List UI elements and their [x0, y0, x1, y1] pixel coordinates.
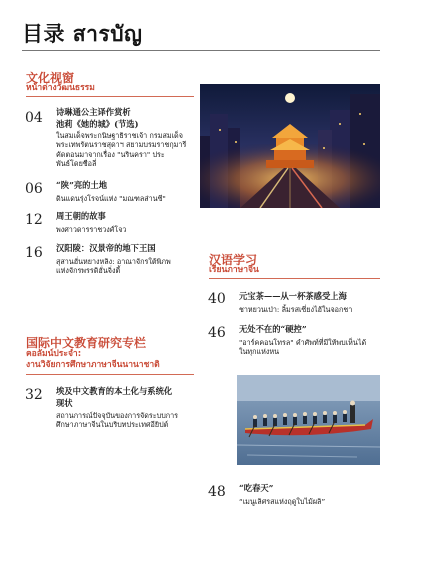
entry-title-th: สุสานฮั่นหยางหลิง: อาณาจักรใต้พิภพ — [56, 256, 171, 266]
toc-entry-04[interactable] — [56, 107, 196, 168]
dragon-boat-photo — [237, 375, 380, 465]
entry-title-th: ศึกษาภาษาจีนในบริบทประเทศอียิปต์ — [56, 420, 169, 430]
toc-entry-48[interactable] — [239, 483, 384, 506]
entry-title-th: พันธ์โดยชือลี่ — [56, 158, 97, 168]
entry-title-th: “เมนูเลิศรสแห่งฤดูใบไม้ผลิ” — [239, 496, 326, 506]
section-subtitle-research: งานวิจัยการศึกษาภาษาจีนนานาชาติ — [26, 360, 160, 370]
page-number: 12 — [25, 212, 43, 228]
entry-title-th: แห่งจักรพรรดิฮั่นจิ่งตี้ — [56, 265, 121, 275]
entry-title-th: คัดตอนมาจากเรื่อง "นรินครา" ประ — [56, 149, 165, 159]
page-number: 40 — [208, 291, 226, 307]
entry-title-th: พงศาวดารราชวงศ์โจว — [56, 224, 127, 234]
toc-entry-40[interactable] — [239, 291, 384, 314]
toc-entry-16[interactable] — [56, 243, 198, 275]
entry-title-th: ดินแดนรุ่งโรจน์แห่ง "มณฑลส่านซี" — [56, 193, 166, 203]
entry-title-zh: 现状 — [56, 397, 73, 408]
title-divider — [22, 50, 380, 51]
entry-title-th: พระเทพรัตนราชสุดาฯ สยามบรมราชกุมารี — [56, 140, 187, 150]
section-subtitle-chinese-learning: เรียนภาษาจีน — [209, 265, 259, 275]
page-number: 32 — [25, 387, 43, 403]
section-divider-culture — [26, 96, 194, 97]
entry-title-zh: 无处不在的“硬控” — [239, 324, 307, 334]
section-title-research: 国际中文教育研究专栏 — [26, 336, 147, 350]
section-title-chinese-learning: 汉语学习 — [209, 253, 258, 267]
entry-title-zh: “吃春天” — [239, 483, 274, 493]
section-divider-research — [26, 374, 194, 375]
toc-entry-32[interactable] — [56, 386, 206, 430]
entry-title-zh: 池莉《她的城》(节选) — [56, 118, 139, 129]
section-divider-chinese-learning — [209, 278, 380, 279]
toc-entry-12[interactable] — [56, 211, 196, 234]
entry-title-th: สถานการณ์ปัจจุบันของการจัดระบบการ — [56, 411, 179, 420]
entry-title-zh: 周王朝的故事 — [56, 211, 106, 221]
entry-title-th: "อาร์คคอนโทรล" คำศัพท์ที่มีให้พบเห็นได้ — [239, 337, 367, 347]
entry-title-th: ในทุกแห่งหน — [239, 346, 280, 356]
toc-entry-46[interactable] — [239, 324, 384, 356]
page-number: 48 — [208, 484, 226, 500]
entry-title-zh: 汉阳陵：汉景帝的地下王国 — [56, 243, 156, 253]
page-title: 目录 สารบัญ — [22, 22, 143, 46]
city-night-photo — [200, 84, 380, 208]
page-number: 06 — [25, 181, 43, 197]
entry-title-zh: 埃及中文教育的本土化与系统化 — [56, 386, 173, 396]
entry-title-th: ในสมเด็จพระกนิษฐาธิราชเจ้า กรมสมเด็จ — [56, 131, 183, 140]
entry-title-zh: “陕”亮的土地 — [56, 180, 108, 190]
page-number: 04 — [25, 110, 43, 126]
entry-title-th: ชาหยวนเป่า: ลิ้มรสเซี่ยงไฮ้ในจอกชา — [239, 304, 353, 314]
section-title-culture: 文化视窗 — [26, 71, 75, 85]
toc-entry-06[interactable] — [56, 180, 196, 203]
entry-title-zh: 诗琳通公主译作赏析 — [56, 107, 131, 117]
section-subtitle-research: คอลัมน์ประจำ: — [26, 349, 82, 359]
entry-title-zh: 元宝茶——从一杯茶感受上海 — [239, 291, 347, 301]
page-number: 16 — [25, 245, 43, 261]
section-subtitle-culture: หน้าต่างวัฒนธรรม — [26, 83, 95, 93]
page-number: 46 — [208, 325, 226, 341]
